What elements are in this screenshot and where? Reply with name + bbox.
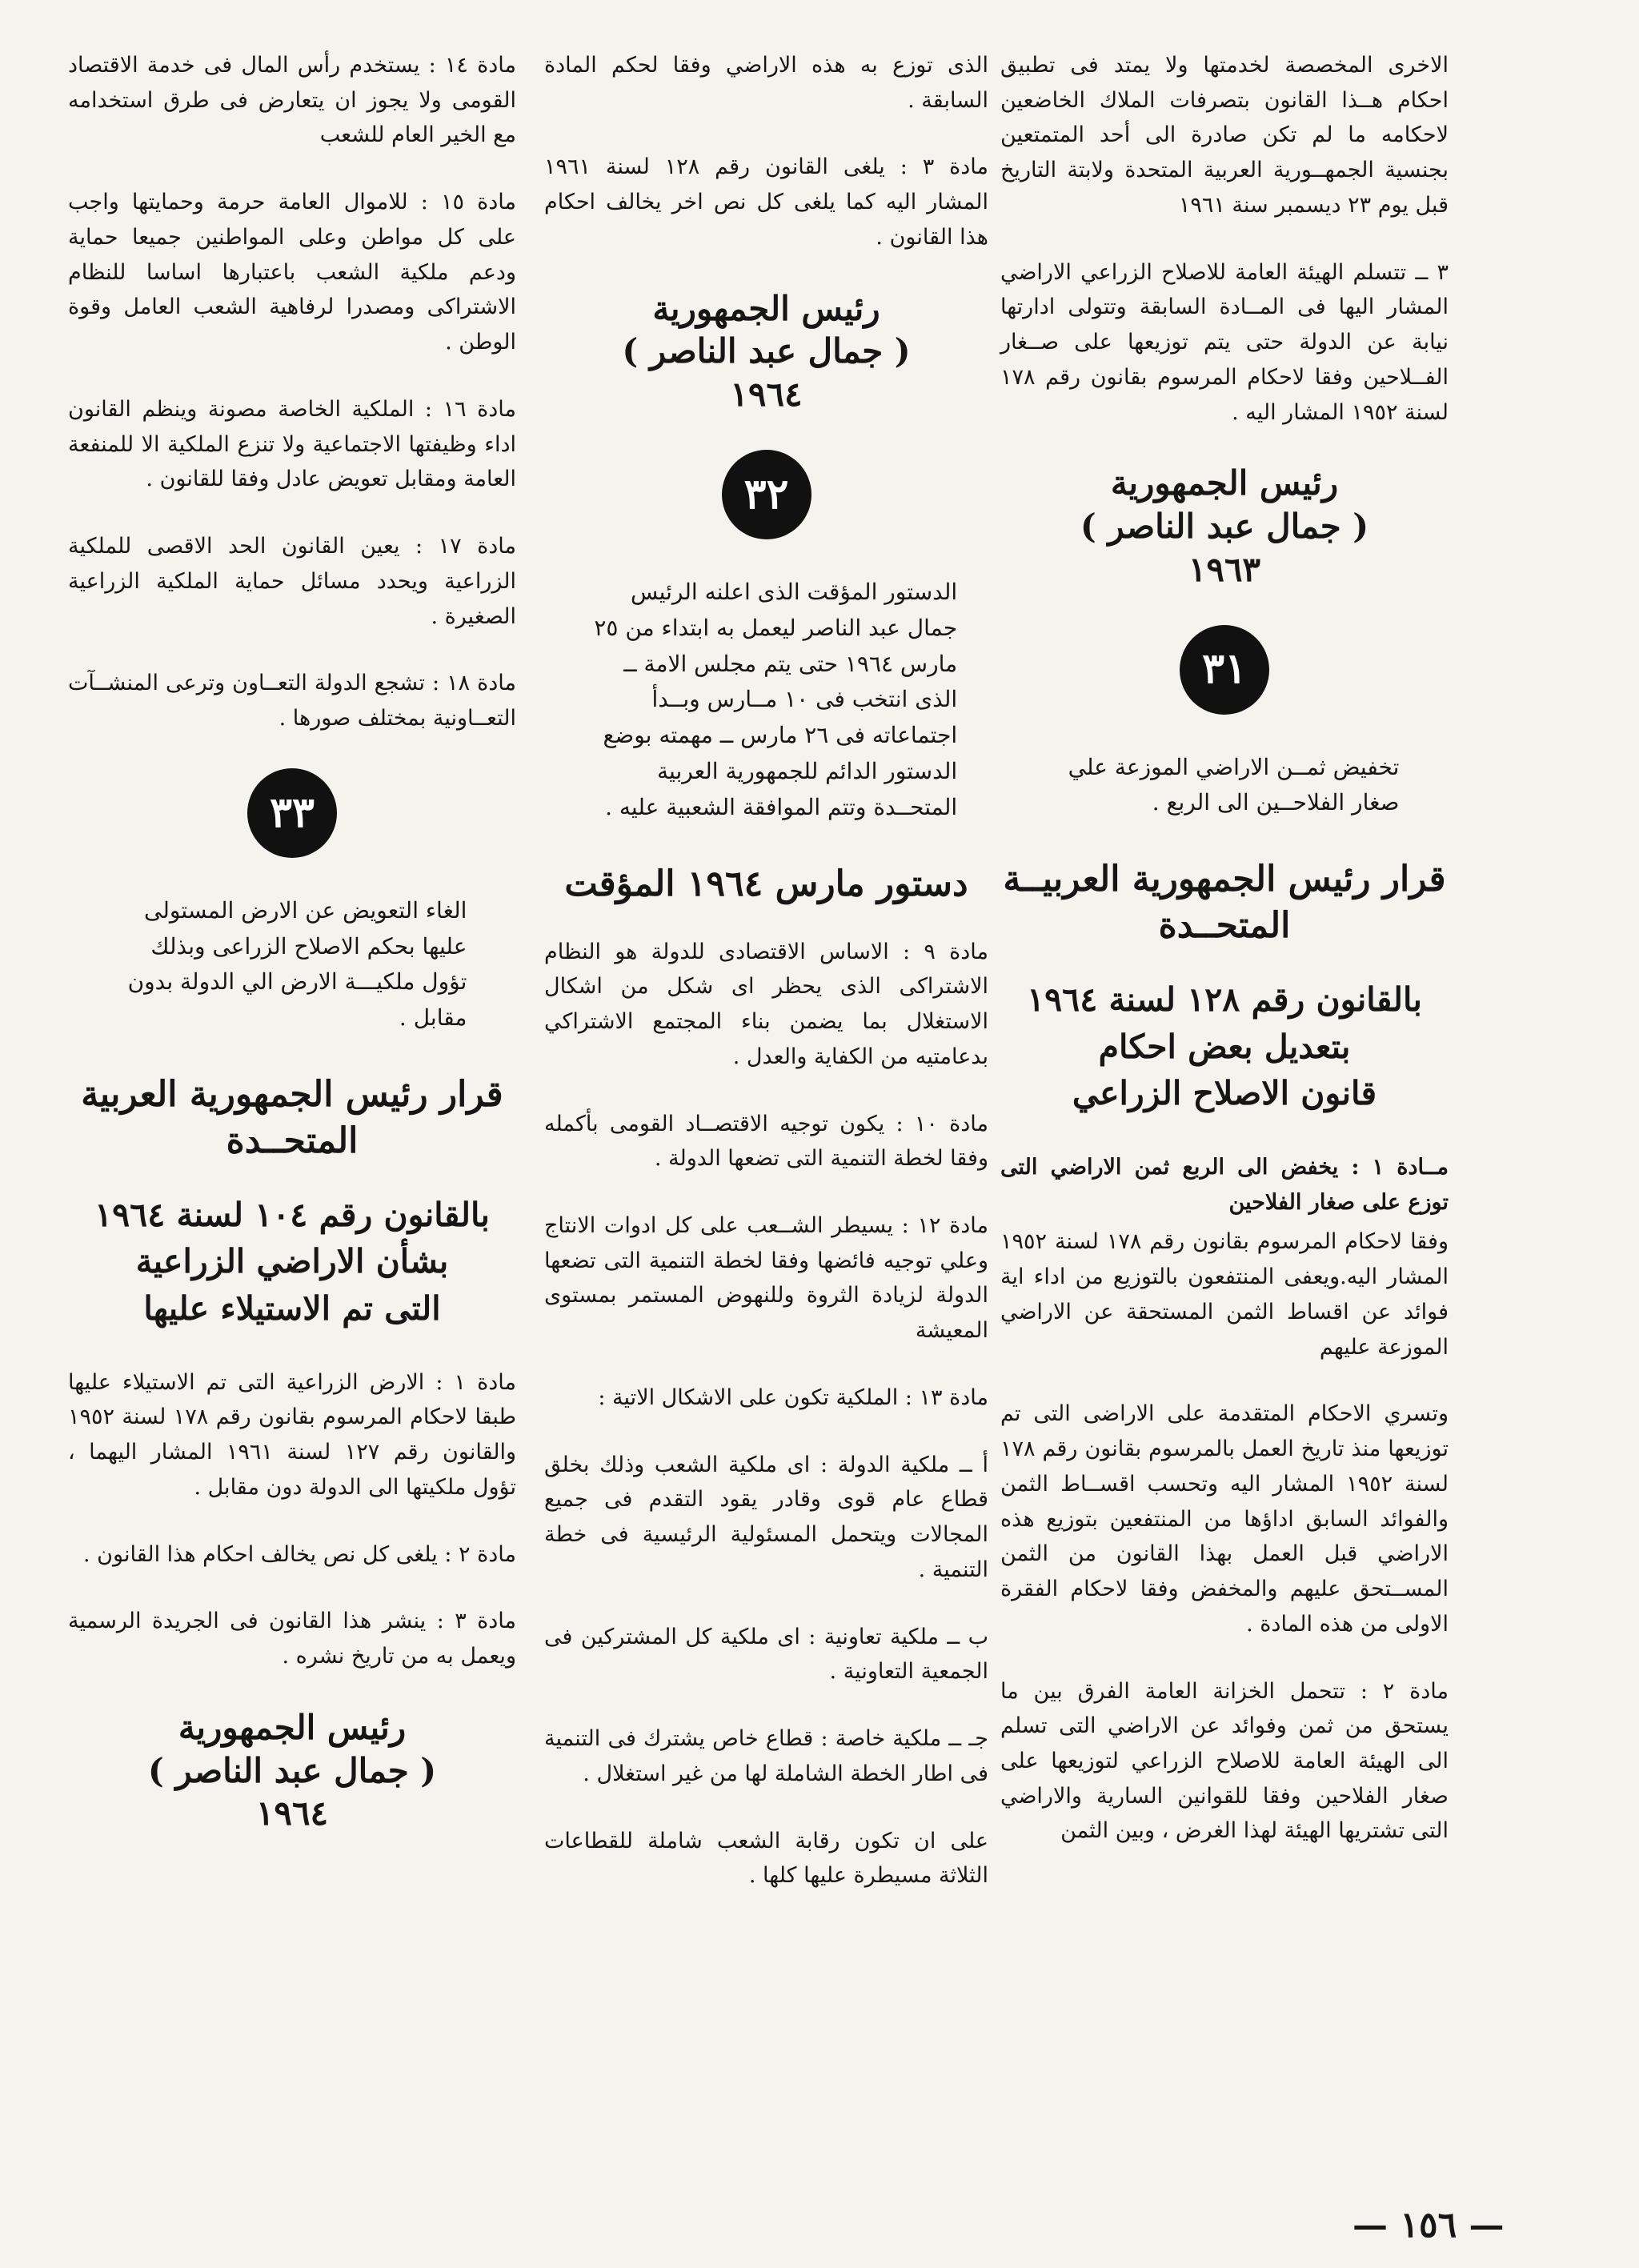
decree-heading: قرار رئيس الجمهورية العربيــة المتحــدة (1003, 859, 1446, 947)
article-1-continuation: وتسري الاحكام المتقدمة على الاراضى التى تم توزيعها منذ تاريخ العمل بالمرسوم بقانون رقم ١٧٨ لسنة ١٩٥٢ المشار اليه وتحسب اقســاط الثمن والفوائد السابق اداؤها من المنتفعين بتوزيع هذه الاراضي قبل العمل بهذا القانون من الثمن المســتحق عليهم والمخفض وفقا لاحكام الفقرة الاولى من هذه المادة . (1000, 1401, 1449, 1637)
article-14: مادة ١٤ : يستخدم رأس المال فى خدمة الاقتصاد القومى ولا يجوز ان يتعارض فى طرق استخدامه مع الخير العام للشعب (68, 53, 516, 148)
signature-title: رئيس الجمهورية (652, 288, 880, 328)
section-badge-wrapper (544, 450, 988, 539)
article-18: مادة ١٨ : تشجع الدولة التعــاون وترعى المنشــآت التعــاونية بمختلف صورها . (68, 671, 516, 731)
paragraph: الذى توزع به هذه الاراضي وفقا لحكم المادة السابقة . (544, 53, 988, 113)
law-title (68, 1192, 516, 1332)
signature-name: ( جمال عبد الناصر ) (622, 331, 911, 371)
column-middle (544, 48, 988, 1925)
article-13: مادة ١٣ : الملكية تكون على الاشكال الاتية : (598, 1384, 988, 1410)
article-2: مادة ٢ : يلغى كل نص يخالف احكام هذا القانون . (83, 1541, 516, 1567)
article-10: مادة ١٠ : يكون توجيه الاقتصــاد القومى بأكمله وفقا لخطة التنمية التى تضعها الدولة . (544, 1111, 988, 1172)
law-title-line: قانون الاصلاح الزراعي (1072, 1073, 1377, 1112)
page-number: — ١٥٦ — (1352, 2205, 1505, 2246)
signature-year: ١٩٦٣ (1188, 549, 1261, 589)
law-title-line: بشأن الاراضي الزراعية (135, 1242, 449, 1281)
signature-title: رئيس الجمهورية (1110, 463, 1339, 503)
article-12: مادة ١٢ : يسيطر الشــعب على كل ادوات الانتاج وعلي توجيه فائضها وفقا لخطة التنمية التى تضعها الدولة لزيادة الثروة وللنهوض المستمر بمستوى المعيشة (544, 1212, 988, 1344)
signature-year: ١٩٦٤ (255, 1793, 329, 1833)
article-13-a: أ ــ ملكية الدولة : اى ملكية الشعب وذلك بخلق قطاع عام قوى وقادر يقود التقدم فى جميع المجالات ويتحمل المسئولية الرئيسية فى خطة التنمية . (544, 1452, 988, 1582)
column-left (68, 48, 516, 1869)
law-title-line: التى تم الاستيلاء عليها (143, 1288, 441, 1328)
signature-year: ١٩٦٤ (730, 375, 803, 415)
article-15: مادة ١٥ : للاموال العامة حرمة وحمايتها واجب على كل مواطن وعلى المواطنين جميعا حماية ودعم ملكية الشعب باعتبارها اساسا للنظام الاشتراكى ومصدرا لرفاهية الشعب العامل وقوة الوطن . (68, 190, 516, 355)
section-number-badge: ٣٢ (722, 450, 811, 539)
article-3: مادة ٣ : يلغى القانون رقم ١٢٨ لسنة ١٩٦١ المشار اليه كما يلغى كل نص اخر يخالف احكام هذا القانون . (544, 154, 988, 250)
article-9: مادة ٩ : الاساس الاقتصادى للدولة هو النظام الاشتراكى الذى يحظر اى شكل من اشكال الاستغلال بما يضمن بناء المجتمع الاشتراكي بدعامتيه من الكفاية والعدل . (544, 939, 988, 1069)
constitution-heading: دستور مارس ١٩٦٤ المؤقت (564, 863, 968, 904)
paragraph: ٣ ــ تتسلم الهيئة العامة للاصلاح الزراعي الاراضي المشار اليها فى المــادة السابقة وتتولى ادارتها نيابة عن الدولة حتى يتم توزيعها على صــغار الفــلاحين وفقا لاحكام المرسوم بقانون رقم ١٧٨ لسنة ١٩٥٢ المشار اليه . (1000, 259, 1449, 425)
column-right (1000, 48, 1449, 1881)
law-title (1000, 976, 1449, 1116)
article-2: مادة ٢ : تتحمل الخزانة العامة الفرق بين ما يستحق من ثمن وفوائد عن الاراضي التى تسلم الى الهيئة العامة للاصلاح الزراعي لتوزيعها على صغار الفلاحين وفقا للقوانين السارية والاراضي التى تشتريها الهيئة لهذا الغرض ، وبين الثمن (1000, 1678, 1449, 1844)
section-badge-wrapper (1000, 625, 1449, 715)
paragraph: الاخرى المخصصة لخدمتها ولا يمتد فى تطبيق احكام هــذا القانون بتصرفات الملاك الخاضعين لاحكامه ما لم تكن صادرة الى أحد المتمتعين بجنسية الجمهــورية العربية المتحدة ولابتة التاريخ قبل يوم ٢٣ ديسمبر سنة ١٩٦١ (1000, 53, 1449, 218)
section-number-badge: ٣٣ (247, 768, 337, 858)
article-1-body: وفقا لاحكام المرسوم بقانون رقم ١٧٨ لسنة ١٩٥٢ المشار اليه.ويعفى المنتفعون بالتوزيع من اداء اية فوائد عن اقساط الثمن المستحقة عن الاراضي الموزعة عليهم (1000, 1229, 1449, 1360)
signature-name: ( جمال عبد الناصر ) (1080, 507, 1369, 547)
section-summary: تخفيض ثمــن الاراضي الموزعة علي صغار الفلاحــين الى الربع . (1068, 753, 1400, 816)
signature-block (68, 1706, 516, 1835)
law-title-line: بتعديل بعض احكام (1098, 1027, 1351, 1066)
article-16: مادة ١٦ : الملكية الخاصة مصونة وينظم القانون اداء وظيفتها الاجتماعية ولا تنزع الملكية الا للمنفعة العامة ومقابل تعويض عادل وفقا للقانون . (68, 396, 516, 492)
article-13-c: جـ ــ ملكية خاصة : قطاع خاص يشترك فى التنمية فى اطار الخطة الشاملة لها من غير استغلال . (544, 1726, 988, 1786)
closing-paragraph: على ان تكون رقابة الشعب شاملة للقطاعات الثلاثة مسيطرة عليها كلها . (544, 1828, 988, 1889)
article-13-b: ب ــ ملكية تعاونية : اى ملكية كل المشتركين فى الجمعية التعاونية . (544, 1624, 988, 1685)
law-title-line: بالقانون رقم ١٢٨ لسنة ١٩٦٤ (1027, 980, 1422, 1020)
signature-block (544, 287, 988, 416)
article-lead-text: مــادة ١ : يخفض الى الربع ثمن الاراضي التى توزع على صغار الفلاحين (1000, 1155, 1449, 1215)
section-summary: الغاء التعويض عن الارض المستولى عليها بحكم الاصلاح الزراعى وبذلك تؤول ملكيـــة الارض الي الدولة بدون مقابل . (127, 896, 467, 1032)
section-summary: الدستور المؤقت الذى اعلنه الرئيس جمال عبد الناصر ليعمل به ابتداء من ٢٥ مارس ١٩٦٤ حتى يتم مجلس الامة ــ الذى انتخب فى ١٠ مــارس وبــدأ اجتماعاته فى ٢٦ مارس ــ مهمته بوضع الدستور الدائم للجمهورية العربية المتحــدة وتتم الموافقة الشعبية عليه . (594, 578, 958, 820)
section-badge-wrapper (68, 768, 516, 858)
article-lead (1000, 1150, 1449, 1220)
signature-block (1000, 462, 1449, 591)
signature-name: ( جمال عبد الناصر ) (147, 1750, 437, 1790)
decree-heading: قرار رئيس الجمهورية العربية المتحــدة (81, 1073, 503, 1162)
article-3: مادة ٣ : ينشر هذا القانون فى الجريدة الرسمية ويعمل به من تاريخ نشره . (68, 1609, 516, 1669)
section-number-badge: ٣١ (1180, 625, 1269, 715)
article-1: مادة ١ : الارض الزراعية التى تم الاستيلاء عليها طبقا لاحكام المرسوم بقانون رقم ١٧٨ لسنة ١٩٥٢ والقانون رقم ١٢٧ لسنة ١٩٦١ المشار اليهما ، تؤول ملكيتها الى الدولة دون مقابل . (68, 1369, 516, 1500)
article-17: مادة ١٧ : يعين القانون الحد الاقصى للملكية الزراعية ويحدد مسائل حماية الملكية الزراعية الصغيرة . (68, 534, 516, 629)
signature-title: رئيس الجمهورية (178, 1707, 407, 1747)
law-title-line: بالقانون رقم ١٠٤ لسنة ١٩٦٤ (94, 1196, 490, 1235)
